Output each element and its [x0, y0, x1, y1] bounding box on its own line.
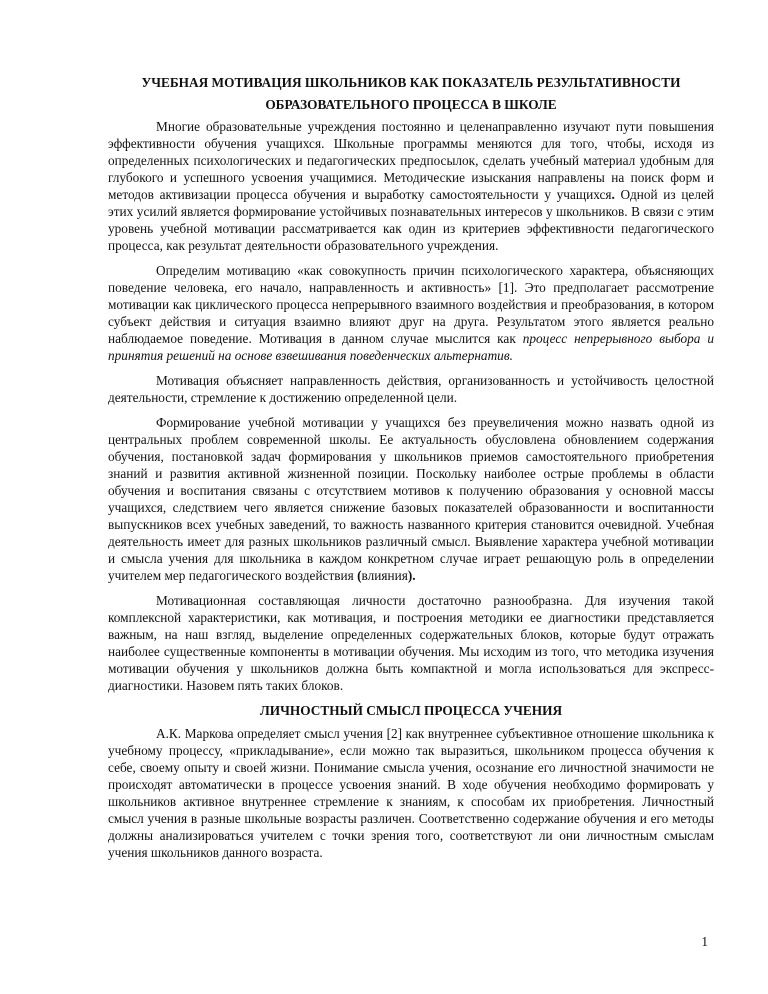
paragraph-3: Мотивация объясняет направленность действия, организованность и устойчивость целостной деятельности, стремление к достижению определенной цели. [108, 373, 714, 405]
paragraph-4 [108, 414, 714, 584]
paragraph-2-text: Определим мотивацию «как совокупность причин психологического характера, объясняющих поведение человека, его начало, направленность и активность» [1]. Это предполагает рассмотрение мотивации как циклического процесса непрерывного взаимного воздействия и преобразования, в котором субъект действия и ситуация взаимно влияют друг на друга. Результатом этого является реально наблюдаемое поведение. Мотивация в данном случае мыслится как [108, 263, 714, 346]
paragraph-4-text: Формирование учебной мотивации у учащихся без преувеличения можно назвать одной из центральных проблем современной школы. Ее актуальность обусловлена обновлением содержания обучения, постановкой задач формирования у школьников приемов самостоятельного приобретения знаний и развития активной жизненной позиции. Поскольку наиболее острые проблемы в области обучения и воспитания связаны с отсутствием мотивов к получению образования у основной массы учащихся, следствием чего является снижение базовых показателей образованности и воспитанности выпускников всех учебных заведений, то важность названного критерия становится очевидной. Учебная деятельность имеет для разных школьников различный смысл. Выявление характера учебной мотивации и смысла учения для школьника в каждом конкретном случае играет решающую роль в определении учителем мер педагогического воздействия [108, 415, 714, 583]
document-title [108, 72, 714, 116]
title-line-1: УЧЕБНАЯ МОТИВАЦИЯ ШКОЛЬНИКОВ КАК ПОКАЗАТЕЛЬ РЕЗУЛЬТАТИВНОСТИ [141, 75, 681, 90]
paragraph-1-text-end: Одной из целей этих усилий является формирование устойчивых познавательных интересов у школьников. В связи с этим уровень учебной мотивации рассматривается как один из критериев эффективности педагогического процесса, как результат деятельности образовательного учреждения. [108, 187, 714, 253]
page-number: 1 [701, 934, 708, 949]
document-body [108, 72, 714, 869]
paragraph-1-text: Многие образовательные учреждения постоянно и целенаправленно изучают пути повышения эффективности обучения учащихся. Школьные программы меняются для того, чтобы, исходя из определенных психологических и педагогических предпосылок, сделать учебный материал удобным для глубокого и успешного усвоения учащимися. Методические изыскания направлены на поиск форм и методов активизации процесса обучения и выработку самостоятельности у учащихся [108, 119, 714, 202]
paragraph-1-bold-period: . [611, 187, 615, 202]
paragraph-4-word: влияния [361, 568, 408, 583]
paragraph-2 [108, 262, 714, 364]
title-line-2: ОБРАЗОВАТЕЛЬНОГО ПРОЦЕССА В ШКОЛЕ [265, 97, 557, 112]
paragraph-1 [108, 118, 714, 254]
paragraph-5: Мотивационная составляющая личности достаточно разнообразна. Для изучения такой комплексной характеристики, как мотивация, и построения методики ее диагностики представляется важным, на наш взгляд, выделение определенных содержательных блоков, которые будут отражать наиболее существенные компоненты в мотивации обучения. Мы исходим из того, что методика изучения мотивации обучения у школьников должна быть компактной и могла использоваться для экспресс-диагностики. Назовем пять таких блоков. [108, 593, 714, 693]
paragraph-4-bold-open: ( [357, 568, 362, 583]
section-title: ЛИЧНОСТНЫЙ СМЫСЛ ПРОЦЕССА УЧЕНИЯ [259, 703, 563, 718]
paragraph-4-bold-close: ). [407, 568, 416, 583]
paragraph-2-italic: процесс непрерывного выбора и принятия решений на основе взвешивания поведенческих альтернатив. [108, 331, 714, 363]
paragraph-6: А.К. Маркова определяет смысл учения [2] как внутреннее субъективное отношение школьника к учебному процессу, «прикладывание», если можно так выразиться, школьником процесса обучения к себе, своему опыту и своей жизни. Понимание смысла учения, осознание его личностной значимости не происходят автоматически в процессе усвоения знаний. В ходе обучения необходимо формировать у школьников активное внутреннее стремление к знаниям, к способам их приобретения. Личностный смысл учения в разные школьные возрасты различен. Соответственно содержание обучения и его методы должны анализироваться учителем с точки зрения того, соответствуют ли они личностным смыслам учения школьников данного возраста. [108, 726, 714, 860]
